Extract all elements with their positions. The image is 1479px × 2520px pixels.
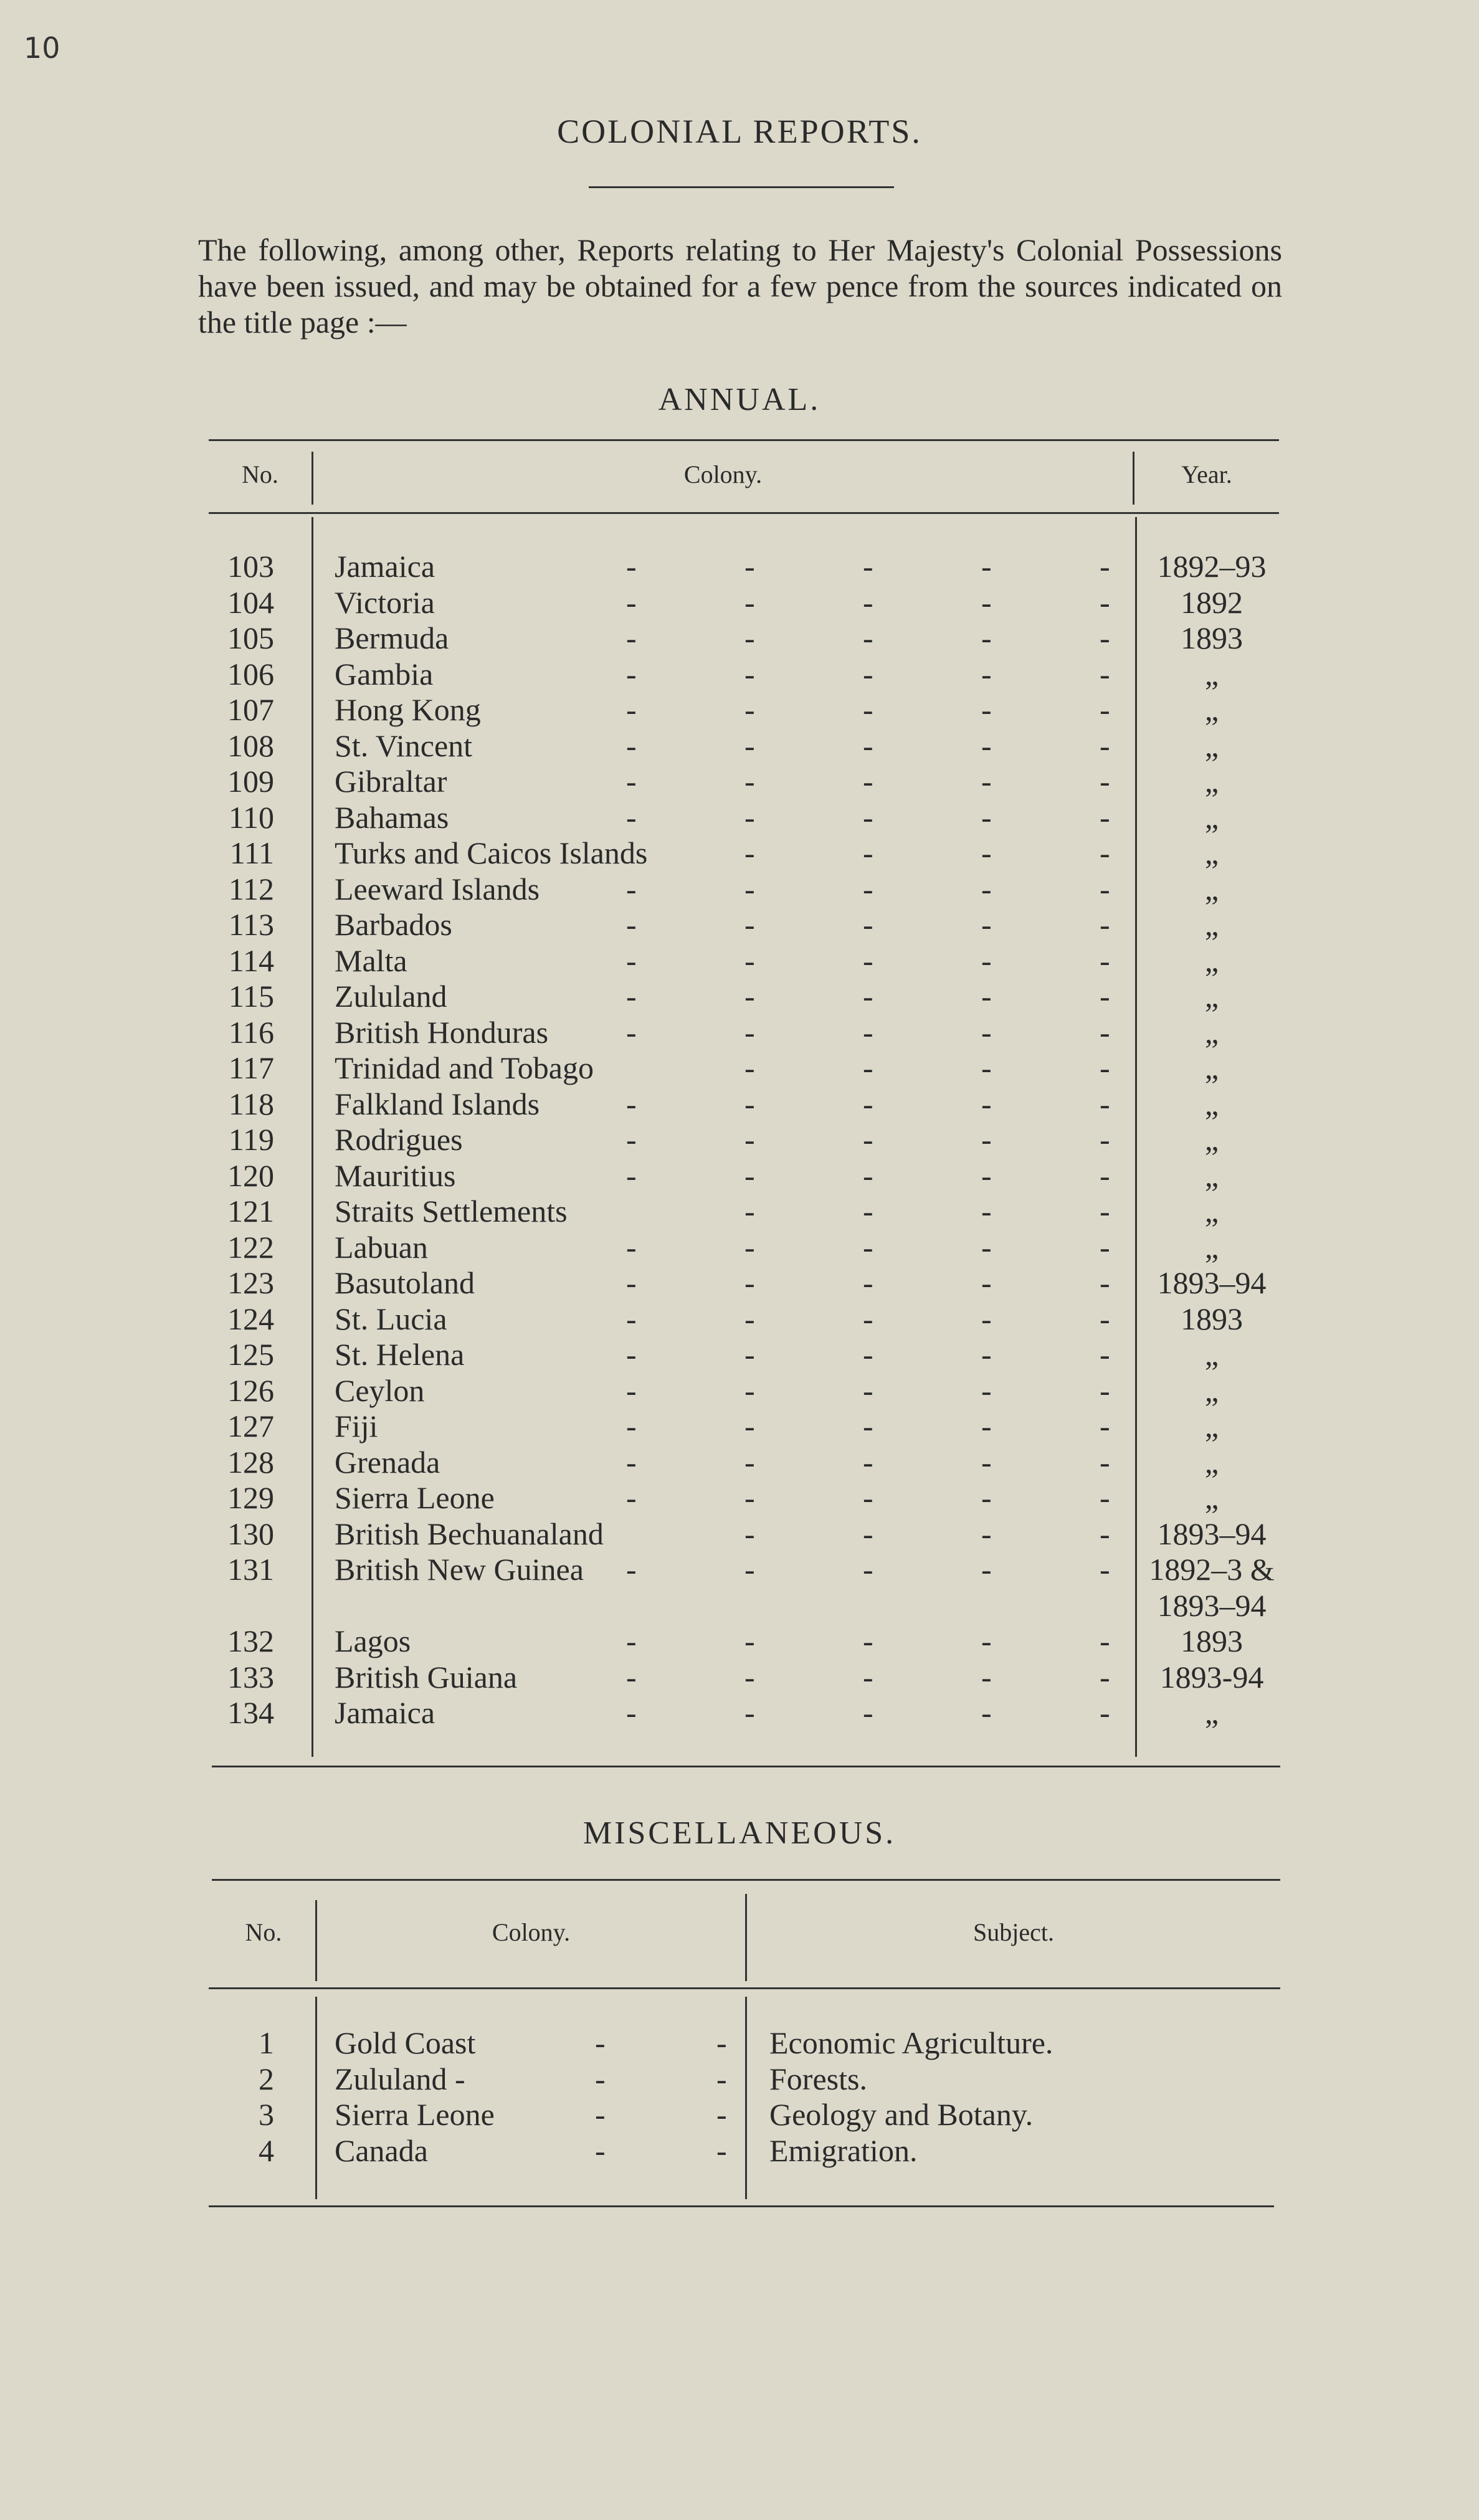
leader-dashes: - - - - (744, 835, 1110, 870)
annual-row-no: 120 (227, 1158, 274, 1193)
annual-row (0, 1408, 1479, 1444)
annual-row (0, 799, 1479, 835)
annual-row-continuation (0, 1587, 1479, 1624)
annual-row (0, 943, 1479, 979)
misc-row-subject: Forests. (769, 2061, 867, 2096)
misc-row-subject: Emigration. (769, 2132, 918, 2168)
annual-row-no: 111 (229, 835, 274, 870)
annual-row-colony: British Bechuanaland (335, 1516, 604, 1551)
leader-dashes: - - - - - (626, 1444, 1110, 1480)
annual-row (0, 656, 1479, 692)
annual-row-year: „ (1204, 1480, 1219, 1515)
annual-col-colony: Colony. (683, 460, 763, 488)
annual-row (0, 1121, 1479, 1158)
annual-col-no: No. (242, 460, 278, 488)
page-number: 10 (24, 31, 60, 65)
leader-dashes: - - - - - (626, 799, 1110, 835)
leader-dashes: - - - - - (626, 1086, 1110, 1121)
leader-dashes: - - - - - (626, 764, 1110, 799)
annual-row-year: 1892–3 & (1149, 1552, 1275, 1587)
annual-row-colony: Labuan (335, 1229, 428, 1265)
annual-row (0, 763, 1479, 799)
annual-row-no: 127 (227, 1409, 274, 1443)
annual-row (0, 871, 1479, 907)
annual-row (0, 1372, 1479, 1409)
annual-row-year: 1893-94 (1159, 1659, 1264, 1695)
annual-row-colony: St. Lucia (335, 1301, 447, 1336)
annual-row (0, 548, 1479, 584)
annual-row-year: „ (1204, 943, 1219, 978)
annual-row-no: 128 (227, 1444, 274, 1480)
annual-row-colony: Fiji (335, 1409, 378, 1443)
annual-row-no: 133 (227, 1659, 274, 1695)
annual-row-no: 108 (227, 728, 274, 763)
annual-row-no: 118 (228, 1086, 274, 1121)
annual-row-colony: Bahamas (335, 799, 449, 835)
annual-row (0, 1695, 1479, 1731)
annual-row (0, 1086, 1479, 1122)
annual-row-no: 104 (227, 584, 274, 620)
annual-row-year: „ (1204, 1122, 1219, 1157)
leader-dashes: - - - - - (626, 907, 1110, 942)
annual-row-year: „ (1204, 979, 1219, 1014)
misc-row-no: 2 (259, 2061, 274, 2096)
annual-row-no: 132 (227, 1624, 274, 1658)
annual-row (0, 1301, 1479, 1337)
annual-row-colony: Ceylon (335, 1372, 425, 1408)
leader-dashes: - - - - - (626, 549, 1110, 584)
annual-row-colony: Mauritius (335, 1158, 456, 1193)
annual-row (0, 1623, 1479, 1659)
annual-row-year: 1893 (1181, 1624, 1243, 1658)
annual-row-no: 126 (227, 1372, 274, 1408)
annual-row-no: 123 (227, 1265, 274, 1300)
annual-bottom-rule (212, 1766, 1280, 1767)
annual-row (0, 1193, 1479, 1229)
annual-row-colony: Zululand (335, 979, 447, 1014)
annual-row (0, 1516, 1479, 1552)
annual-row-year: 1893–94 (1157, 1265, 1267, 1300)
annual-row-no: 114 (228, 943, 274, 978)
annual-row-year: „ (1204, 799, 1219, 835)
leader-dashes: - - - - - (626, 620, 1110, 655)
annual-row-year: „ (1204, 871, 1219, 906)
annual-row-year: 1893 (1181, 1301, 1243, 1336)
leader-dashes: - - - - - (626, 943, 1110, 978)
annual-row-colony: Turks and Caicos Islands (335, 835, 648, 870)
leader-dashes: - - - - - (626, 1122, 1110, 1157)
annual-row-year: „ (1204, 1337, 1219, 1372)
annual-row-year: „ (1204, 1444, 1219, 1480)
misc-col-colony: Colony. (492, 1918, 571, 1946)
leader-dashes: - - - - - (626, 1265, 1110, 1300)
annual-row-no: 125 (227, 1337, 274, 1372)
misc-row (0, 2025, 1479, 2061)
misc-row-no: 4 (259, 2132, 274, 2168)
leader-dashes: - - (595, 2061, 727, 2096)
annual-row-no: 117 (228, 1050, 274, 1085)
annual-row-colony: Grenada (335, 1444, 440, 1480)
annual-row-colony: Straits Settlements (335, 1194, 568, 1229)
annual-row (0, 1336, 1479, 1372)
annual-row-year: „ (1204, 764, 1219, 799)
leader-dashes: - - - - - (626, 1372, 1110, 1408)
title-rule (589, 186, 894, 188)
misc-row (0, 2061, 1479, 2097)
annual-heading: ANNUAL. (658, 382, 821, 417)
intro-paragraph: The following, among other, Reports relating to Her Majesty's Colonial Possessions have been issued, and may be obtained for a few pence from the sources indicated on the title page :— (198, 232, 1282, 340)
leader-dashes: - - - - - (626, 584, 1110, 620)
misc-row-colony: Gold Coast (335, 2025, 476, 2060)
misc-row-colony: Zululand - (335, 2061, 465, 2096)
annual-row-year: 1893 (1181, 620, 1243, 655)
annual-row-no: 103 (227, 549, 274, 584)
annual-row (0, 1014, 1479, 1050)
misc-header-rule (209, 1987, 1280, 1989)
annual-row-colony: British Honduras (335, 1014, 549, 1050)
annual-row-colony: Basutoland (335, 1265, 475, 1300)
annual-row-colony: Sierra Leone (335, 1480, 495, 1515)
annual-row-colony: Jamaica (335, 1695, 435, 1730)
misc-row-subject: Geology and Botany. (769, 2097, 1034, 2132)
annual-row-colony: Falkland Islands (335, 1086, 540, 1121)
leader-dashes: - - - - (744, 1516, 1110, 1551)
annual-row-no: 115 (228, 979, 274, 1014)
annual-row (0, 1480, 1479, 1516)
annual-row-year: 1892 (1181, 584, 1243, 620)
annual-row-colony: Lagos (335, 1624, 411, 1658)
misc-heading: MISCELLANEOUS. (583, 1815, 896, 1851)
annual-row-year: „ (1204, 1158, 1219, 1193)
leader-dashes: - - - - (744, 1194, 1110, 1229)
annual-row-no: 130 (227, 1516, 274, 1551)
annual-row (0, 1265, 1479, 1301)
leader-dashes: - - (595, 2097, 727, 2132)
annual-row-colony: Leeward Islands (335, 871, 540, 906)
leader-dashes: - - - - - (626, 1552, 1110, 1587)
annual-row-no: 131 (227, 1552, 274, 1587)
misc-col-subject: Subject. (973, 1918, 1054, 1946)
leader-dashes: - - - - - (626, 1695, 1110, 1730)
annual-row-colony: Jamaica (335, 549, 435, 584)
misc-top-rule (212, 1879, 1280, 1881)
annual-row-year: „ (1204, 907, 1219, 942)
annual-row-colony: Hong Kong (335, 692, 481, 727)
annual-row (0, 1229, 1479, 1265)
annual-row-year: „ (1204, 656, 1219, 692)
annual-row-no: 105 (227, 620, 274, 655)
annual-top-rule (209, 439, 1279, 441)
annual-row-year: 1893–94 (1157, 1587, 1267, 1623)
annual-row-no: 129 (227, 1480, 274, 1515)
annual-row-year: „ (1204, 728, 1219, 763)
leader-dashes: - - - - - (626, 979, 1110, 1014)
leader-dashes: - - - - (744, 1050, 1110, 1085)
annual-row-year: „ (1204, 692, 1219, 727)
annual-row-year: „ (1204, 1086, 1219, 1121)
leader-dashes: - - - - - (626, 1301, 1110, 1336)
annual-row-no: 107 (227, 692, 274, 727)
annual-row (0, 1551, 1479, 1587)
leader-dashes: - - (595, 2025, 727, 2060)
annual-row-year: „ (1204, 1695, 1219, 1730)
annual-row-no: 106 (227, 656, 274, 692)
annual-row-year: „ (1204, 1229, 1219, 1265)
annual-row (0, 728, 1479, 764)
misc-row (0, 2096, 1479, 2132)
annual-row-year: „ (1204, 1372, 1219, 1408)
misc-row-subject: Economic Agriculture. (769, 2025, 1053, 2060)
misc-row-colony: Canada (335, 2132, 428, 2168)
annual-row-year: „ (1204, 1014, 1219, 1050)
annual-row-colony: British New Guinea (335, 1552, 584, 1587)
annual-row-colony: Gambia (335, 656, 434, 692)
annual-row (0, 692, 1479, 728)
annual-row-colony: Rodrigues (335, 1122, 463, 1157)
leader-dashes: - - - - - (626, 1480, 1110, 1515)
annual-row (0, 906, 1479, 943)
annual-row (0, 584, 1479, 620)
annual-row-year: 1892–93 (1157, 549, 1267, 584)
annual-row-no: 110 (228, 799, 274, 835)
annual-header-rule (209, 512, 1279, 514)
annual-row (0, 1444, 1479, 1480)
annual-row (0, 1659, 1479, 1695)
annual-row-year: 1893–94 (1157, 1516, 1267, 1551)
annual-row-no: 134 (227, 1695, 274, 1730)
leader-dashes: - - - - - (626, 1337, 1110, 1372)
annual-row-no: 112 (228, 871, 274, 906)
misc-bottom-rule (209, 2205, 1274, 2207)
page-title: COLONIAL REPORTS. (557, 113, 922, 150)
misc-col-no: No. (245, 1918, 282, 1946)
annual-row-colony: Trinidad and Tobago (335, 1050, 594, 1085)
leader-dashes: - - - - - (626, 1229, 1110, 1265)
annual-row-no: 122 (227, 1229, 274, 1265)
annual-row-year: „ (1204, 835, 1219, 870)
annual-row (0, 978, 1479, 1014)
annual-row-colony: St. Vincent (335, 728, 473, 763)
leader-dashes: - - (595, 2132, 727, 2168)
annual-row-year: „ (1204, 1194, 1219, 1229)
leader-dashes: - - - - - (626, 1624, 1110, 1658)
annual-row-year: „ (1204, 1409, 1219, 1443)
annual-row-no: 109 (227, 764, 274, 799)
misc-row-no: 1 (259, 2025, 274, 2060)
annual-row (0, 620, 1479, 656)
annual-col-year: Year. (1181, 460, 1232, 488)
annual-row-colony: Bermuda (335, 620, 449, 655)
leader-dashes: - - - - - (626, 1158, 1110, 1193)
annual-row-colony: British Guiana (335, 1659, 518, 1695)
misc-row-colony: Sierra Leone (335, 2097, 495, 2132)
annual-row-no: 124 (227, 1301, 274, 1336)
annual-row-no: 119 (228, 1122, 274, 1157)
annual-row-colony: St. Helena (335, 1337, 465, 1372)
misc-row-no: 3 (259, 2097, 274, 2132)
annual-row-no: 113 (228, 907, 274, 942)
annual-row-no: 116 (228, 1014, 274, 1050)
annual-row-year: „ (1204, 1050, 1219, 1085)
annual-row-colony: Gibraltar (335, 764, 447, 799)
annual-row-colony: Barbados (335, 907, 452, 942)
annual-row-colony: Victoria (335, 584, 435, 620)
leader-dashes: - - - - - (626, 1409, 1110, 1443)
leader-dashes: - - - - - (626, 692, 1110, 727)
annual-row (0, 835, 1479, 871)
misc-row (0, 2132, 1479, 2169)
leader-dashes: - - - - - (626, 656, 1110, 692)
annual-row-no: 121 (227, 1194, 274, 1229)
leader-dashes: - - - - - (626, 728, 1110, 763)
annual-row-colony: Malta (335, 943, 407, 978)
leader-dashes: - - - - - (626, 871, 1110, 906)
annual-row (0, 1158, 1479, 1194)
leader-dashes: - - - - - (626, 1659, 1110, 1695)
leader-dashes: - - - - - (626, 1014, 1110, 1050)
annual-row (0, 1050, 1479, 1086)
